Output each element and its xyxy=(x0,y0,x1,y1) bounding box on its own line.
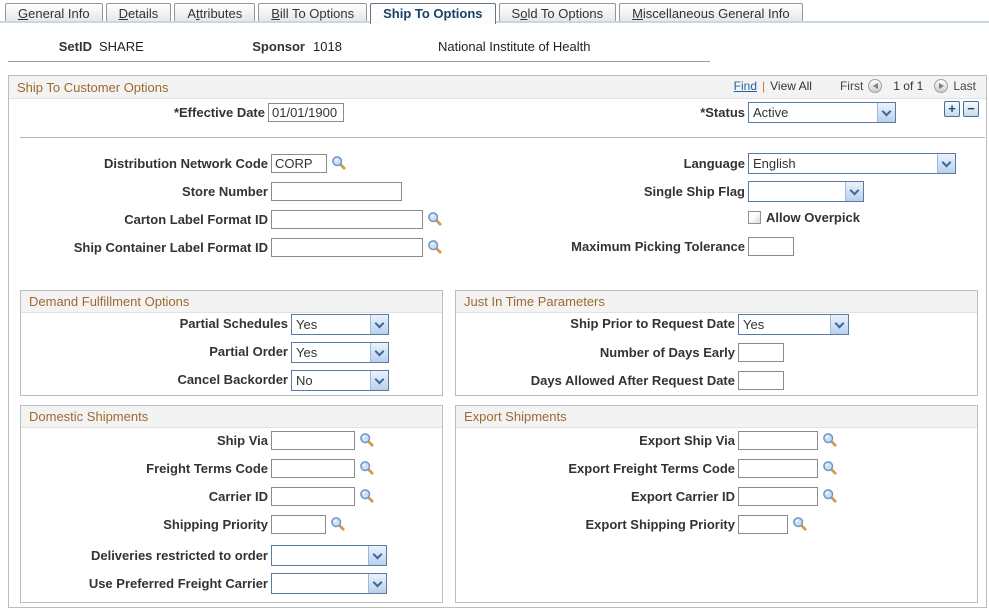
ship-prior-to-request-date-select[interactable] xyxy=(738,314,849,335)
find-link[interactable]: Find xyxy=(733,79,758,93)
tab-label-part: o xyxy=(520,6,528,21)
shipping-priority-input[interactable] xyxy=(271,515,326,534)
export-carrier-id-input[interactable] xyxy=(738,487,818,506)
carton-label-format-id-label: Carton Label Format ID xyxy=(124,212,268,227)
tab-label-part: etails xyxy=(127,6,159,21)
single-ship-flag-select[interactable] xyxy=(748,181,864,202)
export-ship-via-label: Export Ship Via xyxy=(639,433,735,448)
chevron-down-icon xyxy=(370,343,388,362)
chevron-down-icon xyxy=(368,574,386,593)
effective-date-label: *Effective Date xyxy=(173,105,265,120)
language-select-value: English xyxy=(753,156,796,171)
number-of-days-early-input[interactable] xyxy=(738,343,784,362)
carton-label-format-id-input[interactable] xyxy=(271,210,423,229)
tab-label-part: iscellaneous General Info xyxy=(642,6,790,21)
next-row-button[interactable] xyxy=(934,79,948,93)
partial-order-select-value: Yes xyxy=(296,345,318,360)
tab-label-part: A xyxy=(187,6,196,21)
nav-separator: | xyxy=(762,79,766,93)
export-ship-via-input[interactable] xyxy=(738,431,818,450)
chevron-down-icon xyxy=(368,546,386,565)
chevron-down-icon xyxy=(370,315,388,334)
demand-title: Demand Fulfillment Options xyxy=(29,294,190,309)
deliveries-restricted-to-order-label: Deliveries restricted to order xyxy=(90,548,268,563)
distribution-network-code-lookup-icon[interactable] xyxy=(331,155,346,170)
cancel-backorder-select[interactable] xyxy=(291,370,389,391)
sponsor-value: 1018 xyxy=(313,39,342,54)
tab-label-part: S xyxy=(511,6,521,21)
tab-general-info[interactable] xyxy=(5,3,103,21)
tab-details[interactable] xyxy=(106,3,172,21)
partial-schedules-select[interactable] xyxy=(291,314,389,335)
group-header-band xyxy=(9,76,986,99)
first-label: First xyxy=(839,79,864,93)
tab-label-part: tributes xyxy=(199,6,243,21)
tab-label-part: ill To Options xyxy=(279,6,355,21)
single-ship-flag-label: Single Ship Flag xyxy=(643,184,745,199)
tab-bill-to-options[interactable] xyxy=(258,3,367,21)
tab-label-part: D xyxy=(118,6,128,21)
shipping-priority-lookup-icon[interactable] xyxy=(330,516,345,531)
status-select[interactable] xyxy=(748,102,896,123)
carrier-id-input[interactable] xyxy=(271,487,355,506)
partial-schedules-label: Partial Schedules xyxy=(179,316,288,331)
ship-container-label-format-id-input[interactable] xyxy=(271,238,423,257)
distribution-network-code-label: Distribution Network Code xyxy=(104,156,268,171)
days-allowed-after-request-date-label: Days Allowed After Request Date xyxy=(530,373,735,388)
use-preferred-freight-carrier-label: Use Preferred Freight Carrier xyxy=(88,576,268,591)
status-select-value: Active xyxy=(753,105,789,120)
tab-ship-to-options[interactable] xyxy=(370,3,495,24)
number-of-days-early-label: Number of Days Early xyxy=(599,345,735,360)
group-title: Ship To Customer Options xyxy=(17,80,169,95)
record-navigation xyxy=(734,79,976,93)
cancel-backorder-label: Cancel Backorder xyxy=(177,372,288,387)
jit-header-band xyxy=(456,291,977,313)
view-all-link[interactable]: View All xyxy=(770,79,812,93)
language-select[interactable] xyxy=(748,153,956,174)
use-preferred-freight-carrier-select[interactable] xyxy=(271,573,387,594)
shipping-priority-label: Shipping Priority xyxy=(163,517,268,532)
row-separator xyxy=(20,137,985,138)
partial-order-select[interactable] xyxy=(291,342,389,363)
arrow-right-icon xyxy=(939,83,944,89)
tab-label-part: ld To Options xyxy=(527,6,604,21)
effective-date-input[interactable] xyxy=(268,103,344,122)
export-ship-via-lookup-icon[interactable] xyxy=(822,432,837,447)
setid-label: SetID xyxy=(58,39,92,54)
delete-row-button[interactable]: − xyxy=(963,101,979,117)
deliveries-restricted-to-order-select[interactable] xyxy=(271,545,387,566)
partial-schedules-select-value: Yes xyxy=(296,317,318,332)
export-shipping-priority-label: Export Shipping Priority xyxy=(585,517,735,532)
jit-title: Just In Time Parameters xyxy=(464,294,605,309)
add-row-button[interactable]: + xyxy=(944,101,960,117)
freight-terms-code-lookup-icon[interactable] xyxy=(359,460,374,475)
domestic-title: Domestic Shipments xyxy=(29,409,149,424)
chevron-down-icon xyxy=(937,154,955,173)
demand-header-band xyxy=(21,291,442,313)
store-number-input[interactable] xyxy=(271,182,402,201)
export-header-band xyxy=(456,406,977,428)
ship-via-label: Ship Via xyxy=(216,433,268,448)
ship-container-label-format-id-label: Ship Container Label Format ID xyxy=(73,240,268,255)
domestic-header-band xyxy=(21,406,442,428)
freight-terms-code-input[interactable] xyxy=(271,459,355,478)
export-shipping-priority-input[interactable] xyxy=(738,515,788,534)
distribution-network-code-input[interactable] xyxy=(271,154,327,173)
tab-label-part: Ship To Options xyxy=(383,6,483,21)
tab-bar xyxy=(5,3,803,24)
tab-sold-to-options[interactable] xyxy=(499,3,617,21)
chevron-down-icon xyxy=(830,315,848,334)
days-allowed-after-request-date-input[interactable] xyxy=(738,371,784,390)
tab-label-part: B xyxy=(271,6,280,21)
export-carrier-id-lookup-icon[interactable] xyxy=(822,488,837,503)
export-freight-terms-code-input[interactable] xyxy=(738,459,818,478)
setid-value: SHARE xyxy=(99,39,144,54)
arrow-left-icon xyxy=(873,83,878,89)
sponsor-name: National Institute of Health xyxy=(438,39,591,54)
freight-terms-code-label: Freight Terms Code xyxy=(146,461,268,476)
tab-label-part: M xyxy=(632,6,643,21)
language-label: Language xyxy=(683,156,745,171)
allow-overpick-label: Allow Overpick xyxy=(766,210,860,225)
last-label: Last xyxy=(953,79,976,93)
ship-via-input[interactable] xyxy=(271,431,355,450)
previous-row-button[interactable] xyxy=(868,79,882,93)
maximum-picking-tolerance-label: Maximum Picking Tolerance xyxy=(571,239,745,254)
export-freight-terms-code-lookup-icon[interactable] xyxy=(822,460,837,475)
carrier-id-label: Carrier ID xyxy=(208,489,268,504)
export-title: Export Shipments xyxy=(464,409,567,424)
store-number-label: Store Number xyxy=(182,184,268,199)
row-indicator: 1 of 1 xyxy=(893,79,924,93)
chevron-down-icon xyxy=(877,103,895,122)
tab-miscellaneous-general-info[interactable] xyxy=(619,3,803,21)
chevron-down-icon xyxy=(370,371,388,390)
maximum-picking-tolerance-input[interactable] xyxy=(748,237,794,256)
carrier-id-lookup-icon[interactable] xyxy=(359,488,374,503)
allow-overpick-checkbox[interactable] xyxy=(748,211,761,224)
chevron-down-icon xyxy=(845,182,863,201)
ship-container-label-format-id-lookup-icon[interactable] xyxy=(427,239,442,254)
partial-order-label: Partial Order xyxy=(209,344,288,359)
export-carrier-id-label: Export Carrier ID xyxy=(630,489,735,504)
tab-label-part: eneral Info xyxy=(28,6,90,21)
sponsor-label: Sponsor xyxy=(252,39,305,54)
export-freight-terms-code-label: Export Freight Terms Code xyxy=(568,461,735,476)
carton-label-format-id-lookup-icon[interactable] xyxy=(427,211,442,226)
tab-label-part: t xyxy=(195,6,200,21)
tab-attributes[interactable] xyxy=(174,3,255,21)
export-shipping-priority-lookup-icon[interactable] xyxy=(792,516,807,531)
ship-via-lookup-icon[interactable] xyxy=(359,432,374,447)
header-divider xyxy=(8,61,710,62)
ship-prior-to-request-date-label: Ship Prior to Request Date xyxy=(570,316,735,331)
status-label: *Status xyxy=(700,105,745,120)
ship-prior-to-request-date-select-value: Yes xyxy=(743,317,765,332)
tab-label-part: G xyxy=(18,6,29,21)
cancel-backorder-select-value: No xyxy=(296,373,313,388)
